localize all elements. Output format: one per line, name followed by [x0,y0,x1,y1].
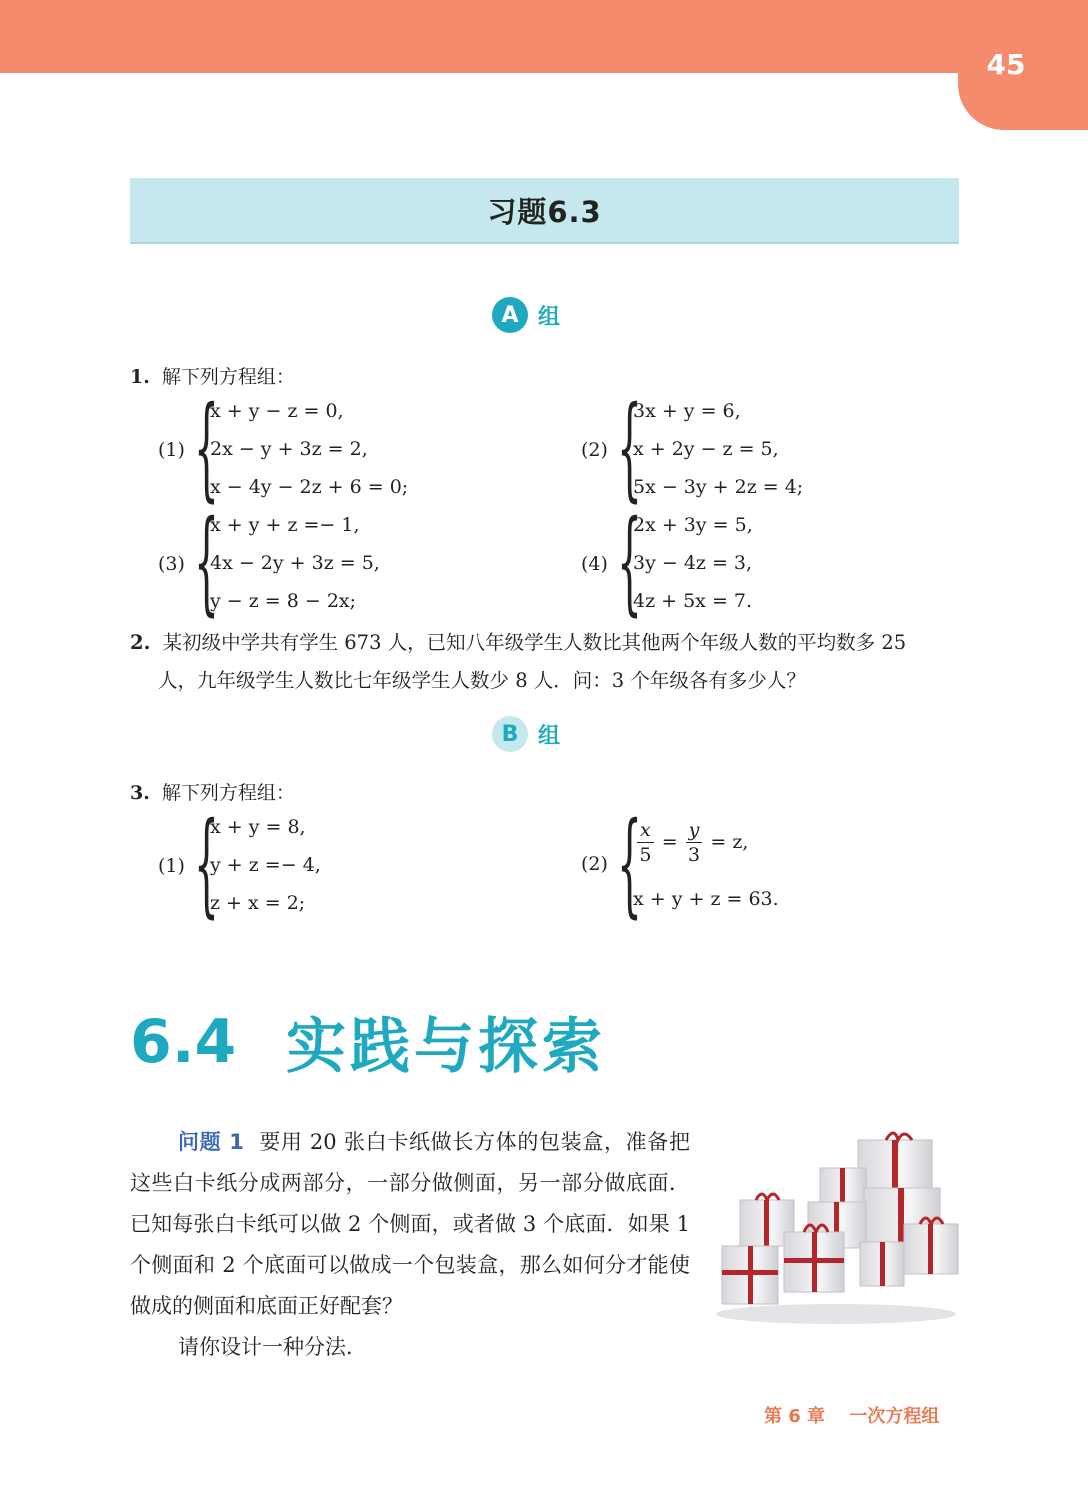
group-a-label: 组 [537,304,560,330]
group-b-heading [0,716,1088,752]
equals-sign: = [661,831,678,853]
equation: 5x − 3y + 2z = 4; [633,476,804,498]
brace-icon: { [617,799,642,929]
q1-system-2 [581,383,881,513]
problem-tag: 问题 1 [178,1130,244,1154]
section-number: 6.4 [130,1007,237,1077]
group-b-badge: B [492,716,528,752]
denominator: 5 [639,843,652,866]
equation: 3y − 4z = 3, [633,552,753,574]
group-b-label: 组 [537,723,560,749]
q3-system-2 [581,799,901,929]
top-color-band [0,0,1088,73]
equation: y − z = 8 − 2x; [210,590,357,612]
q3-system-1 [158,799,458,929]
q1-text: 解下列方程组： [161,366,295,388]
q1-system-3 [158,497,458,627]
numerator: x [637,820,654,843]
q2-text-1: 某初级中学共有学生 673 人，已知八年级学生人数比其他两个年级人数的平均数多 25 [162,631,907,654]
page-number: 45 [986,48,1026,81]
equation: x + y = 8, [210,816,306,838]
q3-number: 3. [130,782,150,804]
problem-1 [130,1122,690,1368]
q3-text: 解下列方程组： [161,782,295,804]
equation: 3x + y = 6, [633,400,741,422]
equation: 2x + 3y = 5, [633,514,753,536]
numerator: y [686,820,703,843]
problem-text: 要用 20 张白卡纸做长方体的包装盒，准备把这些白卡纸分成两部分，一部分做侧面，另一部分做底面．已知每张白卡纸可以做 2 个侧面，或者做 3 个底面．如果 1 个侧面和 2 个底面可以做成一个包装盒，那么如何分才能使做成的侧面和底面正好配套？ [130,1130,690,1318]
equation: x + y + z =− 1, [210,514,360,536]
exercise-title-bar [130,178,959,244]
equation: 4z + 5x = 7. [633,590,753,612]
fraction [637,820,654,865]
section-heading [130,1004,606,1080]
gift-boxes-illustration [708,1128,964,1328]
problem-hint: 请你设计一种分法． [178,1335,367,1359]
group-a-badge: A [492,297,528,333]
chapter-footer: 第 6 章 一次方程组 [764,1406,940,1427]
equation: x − 4y − 2z + 6 = 0; [210,476,409,498]
denominator: 3 [687,843,701,866]
equation-tail: = z, [710,831,749,853]
brace-icon: { [617,383,642,513]
equation: x + y + z = 63. [633,888,779,910]
exercise-title: 习题6.3 [487,194,602,229]
group-a-heading [0,297,1088,333]
fraction-equation [633,812,748,872]
equation: y + z =− 4, [210,854,321,876]
equation: 2x − y + 3z = 2, [210,438,368,460]
equation: z + x = 2; [210,892,306,914]
system-label: (1) [158,439,185,461]
system-label: (1) [158,855,185,877]
q2-line-2: 人，九年级学生人数比七年级学生人数少 8 人．问：3 个年级各有多少人？ [158,669,806,692]
system-label: (2) [581,853,608,875]
equation: x + 2y − z = 5, [633,438,779,460]
section-title: 实践与探索 [286,1012,606,1082]
brace-icon: { [194,799,219,929]
equation: 4x − 2y + 3z = 5, [210,552,380,574]
system-label: (2) [581,439,608,461]
system-label: (3) [158,553,185,575]
q2-number: 2. [130,631,151,654]
q1-system-4 [581,497,881,627]
brace-icon: { [617,497,642,627]
brace-icon: { [194,383,219,513]
q1-system-1 [158,383,458,513]
q2-line-1 [130,627,906,655]
q1-number: 1. [130,366,150,388]
brace-icon: { [194,497,219,627]
fraction [686,820,703,865]
equation: x + y − z = 0, [210,400,344,422]
system-label: (4) [581,553,608,575]
